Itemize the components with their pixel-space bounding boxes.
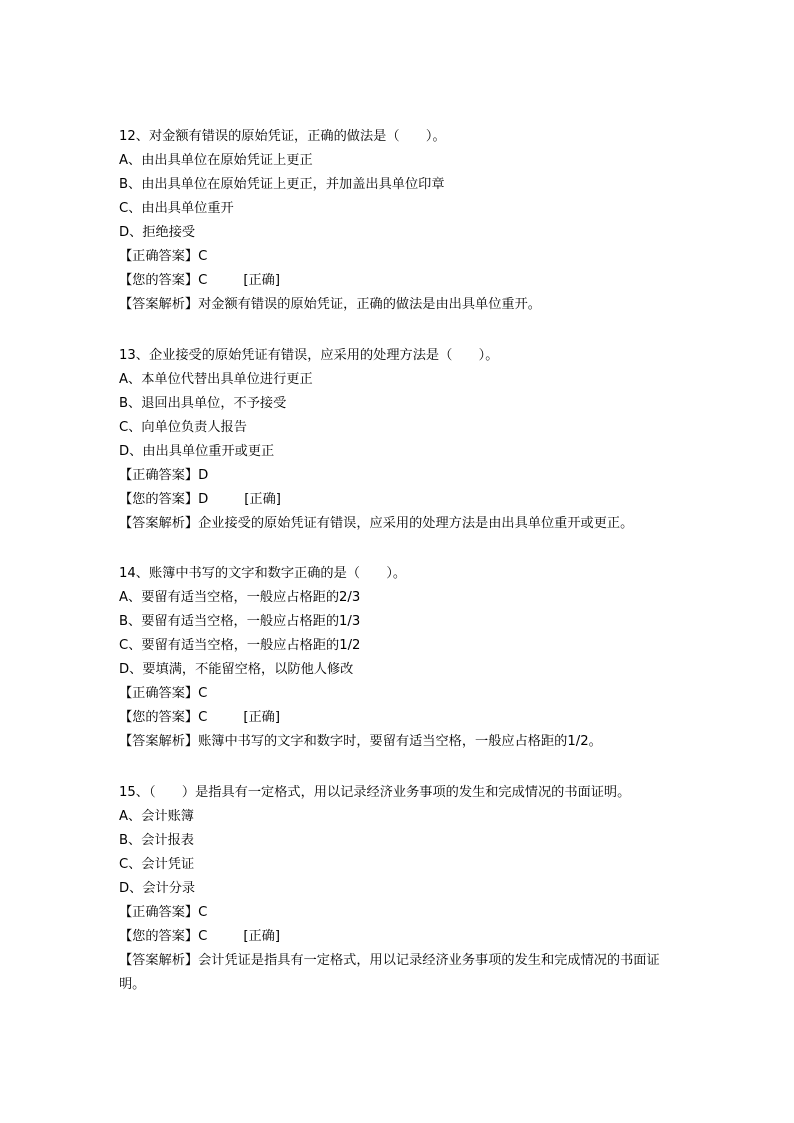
- option-c: C、会计凭证: [119, 856, 195, 872]
- question-stem: 13、企业接受的原始凭证有错误，应采用的处理方法是（ ）。: [119, 347, 499, 363]
- your-answer-label: 【您的答案】: [119, 491, 199, 507]
- question-12: [119, 125, 679, 317]
- option-c: C、向单位负责人报告: [119, 419, 247, 435]
- result-status: [正确]: [244, 491, 281, 507]
- document-page: [119, 125, 679, 1023]
- analysis-text: 企业接受的原始凭证有错误，应采用的处理方法是由出具单位重开或更正。: [198, 515, 634, 531]
- analysis-label: 【答案解析】: [119, 297, 199, 312]
- correct-answer-row: [119, 901, 679, 925]
- your-answer-value: C: [198, 928, 208, 944]
- question-14: [119, 562, 679, 754]
- option-c: C、要留有适当空格，一般应占格距的1/2: [119, 638, 361, 653]
- correct-answer-value: C: [198, 904, 208, 920]
- question-13: [119, 344, 679, 536]
- analysis-row: [119, 512, 679, 536]
- question-15: [119, 781, 679, 997]
- option-d: D、要填满，不能留空格，以防他人修改: [119, 662, 354, 677]
- your-answer-row: [119, 488, 679, 512]
- result-status: [正确]: [243, 710, 281, 725]
- option-a: A、会计账簿: [119, 808, 194, 824]
- correct-answer-label: 【正确答案】: [119, 904, 199, 920]
- correct-answer-label: 【正确答案】: [119, 686, 199, 701]
- your-answer-row: [119, 269, 679, 293]
- option-a: A、要留有适当空格，一般应占格距的2/3: [119, 590, 361, 605]
- question-stem: 14、账簿中书写的文字和数字正确的是（ ）。: [119, 566, 407, 581]
- question-stem: 12、对金额有错误的原始凭证，正确的做法是（ ）。: [119, 129, 446, 144]
- your-answer-value: D: [198, 491, 209, 507]
- your-answer-value: C: [198, 273, 208, 288]
- your-answer-label: 【您的答案】: [119, 273, 199, 288]
- correct-answer-row: [119, 245, 679, 269]
- analysis-row: [119, 730, 679, 754]
- option-d: D、会计分录: [119, 880, 196, 896]
- analysis-text: 对金额有错误的原始凭证，正确的做法是由出具单位重开。: [198, 297, 541, 312]
- analysis-text: 账簿中书写的文字和数字时，要留有适当空格，一般应占格距的1/2。: [198, 734, 602, 749]
- your-answer-row: [119, 925, 679, 949]
- option-b: B、会计报表: [119, 832, 194, 848]
- option-d: D、拒绝接受: [119, 225, 196, 240]
- option-b: B、要留有适当空格，一般应占格距的1/3: [119, 614, 361, 629]
- your-answer-value: C: [198, 710, 208, 725]
- correct-answer-label: 【正确答案】: [119, 249, 199, 264]
- correct-answer-value: C: [198, 249, 208, 264]
- correct-answer-row: [119, 464, 679, 488]
- result-status: [正确]: [243, 928, 281, 944]
- your-answer-row: [119, 706, 679, 730]
- analysis-text: 会计凭证是指具有一定格式，用以记录经济业务事项的发生和完成情况的书面证明。: [119, 952, 660, 992]
- option-c: C、由出具单位重开: [119, 201, 234, 216]
- option-a: A、由出具单位在原始凭证上更正: [119, 153, 313, 168]
- result-status: [正确]: [243, 273, 281, 288]
- question-stem: 15、（ ）是指具有一定格式，用以记录经济业务事项的发生和完成情况的书面证明。: [119, 784, 631, 800]
- option-b: B、退回出具单位，不予接受: [119, 395, 287, 411]
- option-a: A、本单位代替出具单位进行更正: [119, 371, 313, 387]
- analysis-label: 【答案解析】: [119, 515, 199, 531]
- correct-answer-row: [119, 682, 679, 706]
- analysis-row: [119, 949, 679, 997]
- your-answer-label: 【您的答案】: [119, 710, 199, 725]
- analysis-label: 【答案解析】: [119, 734, 199, 749]
- option-b: B、由出具单位在原始凭证上更正，并加盖出具单位印章: [119, 177, 445, 192]
- correct-answer-value: D: [198, 467, 209, 483]
- analysis-row: [119, 293, 679, 317]
- correct-answer-value: C: [198, 686, 208, 701]
- your-answer-label: 【您的答案】: [119, 928, 199, 944]
- correct-answer-label: 【正确答案】: [119, 467, 199, 483]
- analysis-label: 【答案解析】: [119, 952, 199, 968]
- option-d: D、由出具单位重开或更正: [119, 443, 275, 459]
